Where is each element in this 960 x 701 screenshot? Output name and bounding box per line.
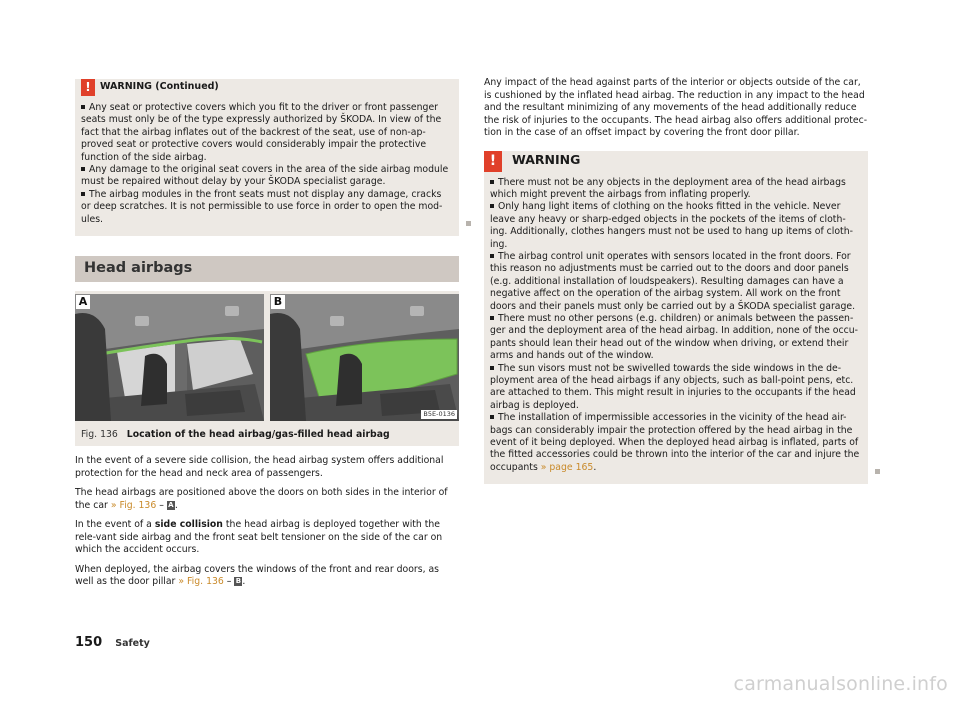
right-column (484, 77, 868, 484)
bullet-square-icon (490, 316, 494, 320)
warning-header (484, 151, 868, 171)
section-title: Head airbags (84, 260, 193, 277)
figure-code: B5E-0136 (423, 410, 455, 419)
section-end-marker-icon (466, 221, 471, 226)
bullet-square-icon (490, 366, 494, 370)
warning-exclamation-icon: ! (484, 151, 502, 172)
figure-136 (75, 291, 459, 446)
figure-label-ref-b: B (235, 577, 242, 586)
warning-header (75, 79, 459, 96)
paragraph: In the event of a side collision the head airbag is deployed together with the rele-vant side airbag and the front seat belt tensioner on the side of the car on which the accident occurs. (75, 519, 443, 556)
warning-body (75, 96, 459, 226)
warning-bullet: The airbag control unit operates with sensors located in the front doors. For this reason no adjustments must be carried out to the doors and door panels (e.g. additional installation of loudspeakers). Resulting damages can have a negative affect on the operation of the airbag system. All work on the front doors and their panels must only be carried out by a ŠKODA specialist garage. (490, 250, 856, 312)
left-column (75, 79, 459, 589)
car-interior-illustration-a (75, 294, 264, 421)
warning-exclamation-icon: ! (81, 79, 95, 96)
bullet-square-icon (490, 254, 494, 258)
footer-section: Safety (115, 638, 150, 649)
bullet-square-icon (490, 204, 494, 208)
bullet-square-icon (490, 180, 494, 184)
warning-body (484, 171, 868, 475)
car-interior-illustration-b (270, 294, 459, 421)
figure-number: Fig. 136 (81, 429, 118, 441)
warning-box-continued (75, 79, 459, 236)
bullet-square-icon (81, 167, 85, 171)
figure-caption (81, 429, 459, 440)
warning-bullet: Any seat or protective covers which you fit to the driver or front passenger seats must only be of the type expressly authorized by ŠKODA. In view of the fact that the airbag inflates out of the backrest of the seat, use of non-ap-proved seat or protective covers would considerably impair the protective function of the side airbag. (81, 102, 442, 163)
paragraph: In the event of a severe side collision, the head airbag system offers additional protection for the head and neck area of passengers. (75, 455, 444, 479)
paragraph: The head airbags are positioned above the doors on both sides in the interior of the car » Fig. 136 – A. (75, 487, 448, 511)
warning-bullet: There must not be any objects in the deployment area of the head airbags which might prevent the airbags from inflating properly. (490, 176, 846, 200)
warning-box (484, 151, 868, 485)
page-number: 150 (75, 635, 103, 650)
figure-link[interactable]: » Fig. 136 (178, 576, 224, 588)
warning-bullet: Only hang light items of clothing on the hooks fitted in the vehicle. Never leave any heavy or sharp-edged objects in the pockets of the items of cloth-ing. Additionally, clothes hangers must not be used to hang up items of cloth-ing. (490, 201, 853, 250)
figure-label-b: B (271, 295, 285, 309)
figure-image-a (75, 294, 264, 421)
warning-title: WARNING (Continued) (100, 81, 219, 92)
figure-image-b (270, 294, 459, 421)
page-footer (75, 631, 150, 650)
intro-paragraph: Any impact of the head against parts of the interior or objects outside of the car, is cushioned by the inflated head airbag. The reduction in any impact to the head and the resultant minimizing of any movements of the head additionally reduce the risk of injuries to the occupants. The head airbag also offers additional protec-tion in the case of an offset impact by covering the front door pillar. (484, 77, 868, 138)
warning-title: WARNING (512, 151, 581, 167)
bullet-square-icon (81, 192, 85, 196)
figure-images (75, 294, 459, 421)
warning-bullet: The sun visors must not be swivelled towards the side windows in the de-ployment area of the head airbags if any objects, such as ball-point pens, etc. are attached to them. This might result in injuries to the occupants if the head airbag is deployed. (490, 362, 856, 411)
warning-bullet: The airbag modules in the front seats must not display any damage, cracks or deep scratches. It is not permissible to use force in order to open the mod-ules. (81, 188, 443, 225)
bullet-square-icon (490, 415, 494, 419)
figure-label-a: A (76, 295, 90, 309)
figure-title: Location of the head airbag/gas-filled head airbag (126, 429, 390, 441)
warning-bullet: The installation of impermissible accessories in the vicinity of the head air-bags can considerably impair the protection offered by the head airbag in the event of it being deployed. When the deployed head airbag is inflated, parts of the fitted accessories could be thrown into the interior of the car and injure the occupants » page 165. (490, 412, 860, 473)
bullet-square-icon (81, 105, 85, 109)
figure-label-ref-a: A (168, 500, 174, 509)
warning-bullet: Any damage to the original seat covers in the area of the side airbag module must be repaired without delay by your ŠKODA specialist garage. (81, 164, 449, 188)
figure-link[interactable]: » Fig. 136 (110, 499, 157, 511)
section-heading (75, 256, 459, 282)
watermark: carmanualsonline.info (733, 673, 948, 695)
section-end-marker-icon (875, 469, 880, 474)
page-link[interactable]: » page 165 (540, 461, 594, 473)
warning-bullet: There must no other persons (e.g. children) or animals between the passen-ger and the deployment area of the head airbag. In addition, none of the occu-pants should lean their head out of the window when driving, or extend their arms and hands out of the window. (490, 312, 858, 362)
paragraph: When deployed, the airbag covers the windows of the front and rear doors, as well as the door pillar » Fig. 136 – B. (75, 563, 440, 588)
